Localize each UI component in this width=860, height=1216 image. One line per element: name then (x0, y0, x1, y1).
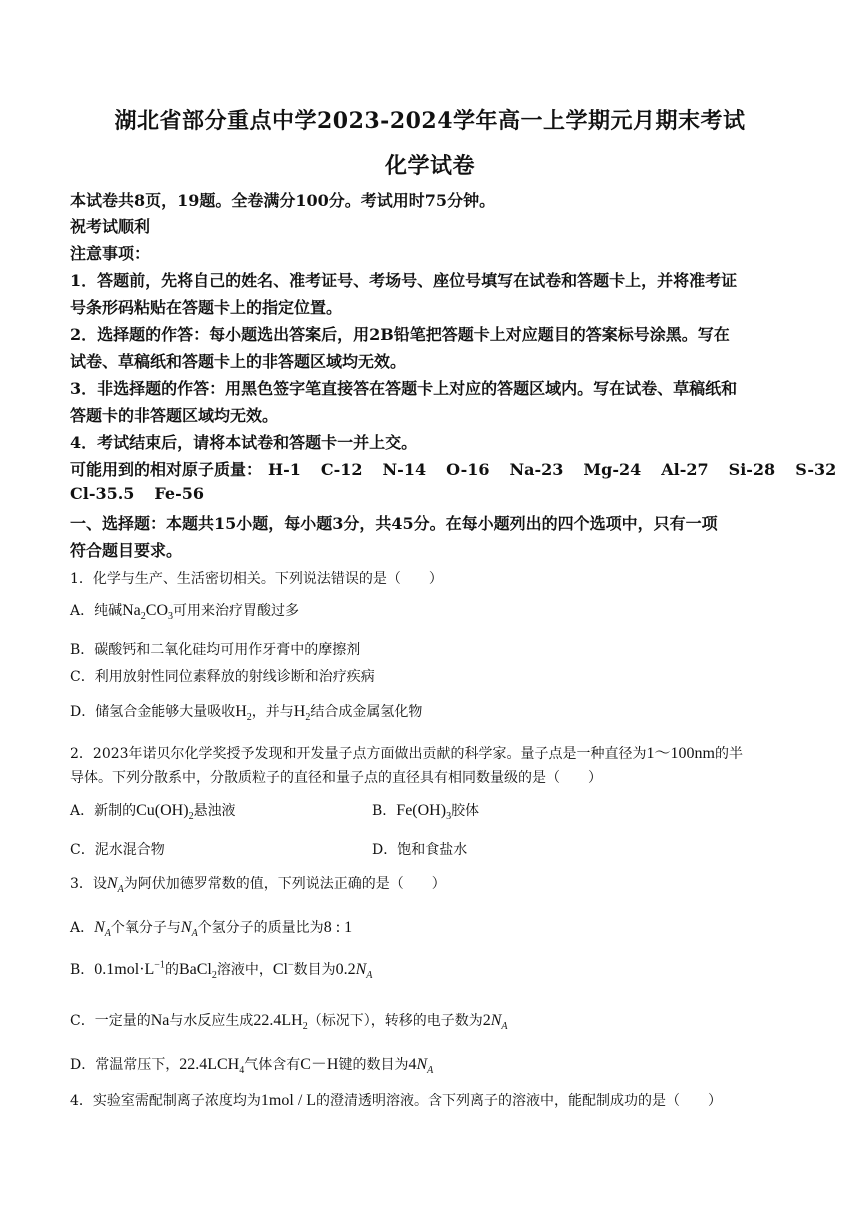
atomic-mass-item: C-12 (320, 460, 363, 479)
q3-option-c: C．一定量的Na与水反应生成$22.4LH_2$（标况下），转移的电子数为$2N_A$ (70, 1012, 508, 1033)
q1-option-a (70, 600, 299, 622)
q3-option-a: A．$N_A$个氧分子与$N_A$个氢分子的质量比为8 : 1 (70, 919, 353, 940)
q1-option-c: C．利用放射性同位素释放的射线诊断和治疗疾病 (70, 669, 375, 685)
notice-1-line-1: 1．答题前，先将自己的姓名、准考证号、考场号、座位号填写在试卷和答题卡上，并将准考证 (70, 271, 738, 290)
notice-3-line-2: 答题卡的非答题区域均无效。 (70, 406, 279, 425)
exam-subtitle: 化学试卷 (384, 153, 475, 179)
q3-mass-ratio: 8 : 1 (323, 919, 353, 936)
notice-4: 4．考试结束后，请将本试卷和答题卡一并上交。 (70, 433, 418, 452)
q2-stem-line-1: 2．2023年诺贝尔化学奖授予发现和开发量子点方面做出贡献的科学家。量子点是一种直径为1～100nm的半 (70, 745, 743, 762)
q2-size-range: 1～100nm (646, 745, 715, 762)
section-1-line-2: 符合题目要求。 (70, 541, 183, 560)
q2-option-b: B．$Fe(OH)_3$胶体 (372, 802, 480, 823)
q4-concentration: 1mol / L (260, 1092, 317, 1109)
atomic-mass-item: Fe-56 (154, 484, 204, 503)
atomic-mass-item: N-14 (382, 460, 427, 479)
atomic-mass-item: Mg-24 (583, 460, 642, 479)
q3-option-b: B．$0.1mol\cdot L^{-1}$的BaCl$_2$溶液中，Cl−数目为$0.2N_A$ (70, 959, 373, 982)
bacl2-formula: BaCl$_2$ (178, 961, 217, 982)
notice-3-line-1: 3．非选择题的作答：用黑色签字笔直接答在答题卡上对应的答题区域内。写在试卷、草稿纸和 (70, 379, 738, 398)
notice-heading: 注意事项： (70, 244, 151, 263)
cl-ion: Cl− (272, 959, 294, 978)
atomic-mass-line-1 (70, 457, 836, 480)
atomic-mass-item: H-1 (268, 460, 301, 479)
q3-b-concentration: $0.1mol\cdot L^{-1}$ (94, 959, 165, 978)
atomic-mass-item: O-16 (446, 460, 490, 479)
atomic-mass-label: 可能用到的相对原子质量： (70, 460, 263, 479)
wish-text: 祝考试顺利 (70, 217, 151, 236)
q1-option-d: D．储氢合金能够大量吸收$H_2$，并与$H_2$结合成金属氢化物 (70, 703, 423, 724)
notice-2-line-1: 2．选择题的作答：每小题选出答案后，用2B铅笔把答题卡上对应题目的答案标号涂黑。写在 (70, 325, 730, 344)
atomic-mass-line-2 (70, 484, 224, 503)
q1-option-b: B．碳酸钙和二氧化硅均可用作牙膏中的摩擦剂 (70, 642, 361, 658)
atomic-mass-item: Na-23 (509, 460, 564, 479)
q2-option-d: D．饱和食盐水 (372, 842, 468, 858)
q4-stem: 4．实验室需配制离子浓度均为1mol / L的澄清透明溶液。含下列离子的溶液中，能配制成功的是（ ） (70, 1092, 723, 1109)
exam-title: 湖北省部分重点中学2023-2024学年高一上学期元月期末考试 (114, 108, 746, 134)
q2-option-a: A．新制的$Cu(OH)_2$悬浊液 (70, 802, 236, 823)
exam-info: 本试卷共8页，19题。全卷满分100分。考试用时75分钟。 (70, 191, 496, 210)
atomic-mass-item: Al-27 (661, 460, 709, 479)
h2-formula: $H_2$ (293, 703, 311, 724)
q3-d-volume: $22.4LCH_4$ (179, 1056, 245, 1077)
q2-option-c: C．泥水混合物 (70, 842, 165, 858)
q3-option-d: D．常温常压下，$22.4LCH_4$气体含有C－H键的数目为$4N_A$ (70, 1056, 434, 1077)
atomic-mass-item: S-32 (795, 460, 837, 479)
section-1-line-1: 一、选择题：本题共15小题，每小题3分，共45分。在每小题列出的四个选项中，只有一项 (70, 514, 718, 533)
avogadro-symbol: $N_A$ (106, 875, 124, 896)
q1-a-text-2: 可用来治疗胃酸过多 (173, 603, 300, 619)
q2-stem-line-2: 导体。下列分散系中，分散质粒子的直径和量子点的直径具有相同数量级的是（ ） (70, 770, 602, 786)
q1-a-text: A．纯碱 (70, 603, 123, 619)
notice-2-line-2: 试卷、草稿纸和答题卡上的非答题区域均无效。 (70, 352, 407, 371)
ch-bond: C－H (300, 1056, 339, 1073)
cuoh2-formula: $Cu(OH)_2$ (136, 802, 194, 823)
notice-1-line-2: 号条形码粘贴在答题卡上的指定位置。 (70, 298, 343, 317)
q3-c-volume: $22.4LH_2$ (253, 1012, 308, 1033)
q1-stem: 1．化学与生产、生活密切相关。下列说法错误的是（ ） (70, 571, 443, 587)
atomic-mass-item: Si-28 (728, 460, 776, 479)
q3-stem: 3．设$N_A$为阿伏加德罗常数的值，下列说法正确的是（ ） (70, 875, 446, 896)
atomic-mass-item: Cl-35.5 (70, 484, 135, 503)
feoh3-formula: $Fe(OH)_3$ (396, 802, 452, 823)
q1-a-formula: $Na_2CO_3$ (122, 602, 174, 623)
h2-formula: $H_2$ (235, 703, 252, 724)
